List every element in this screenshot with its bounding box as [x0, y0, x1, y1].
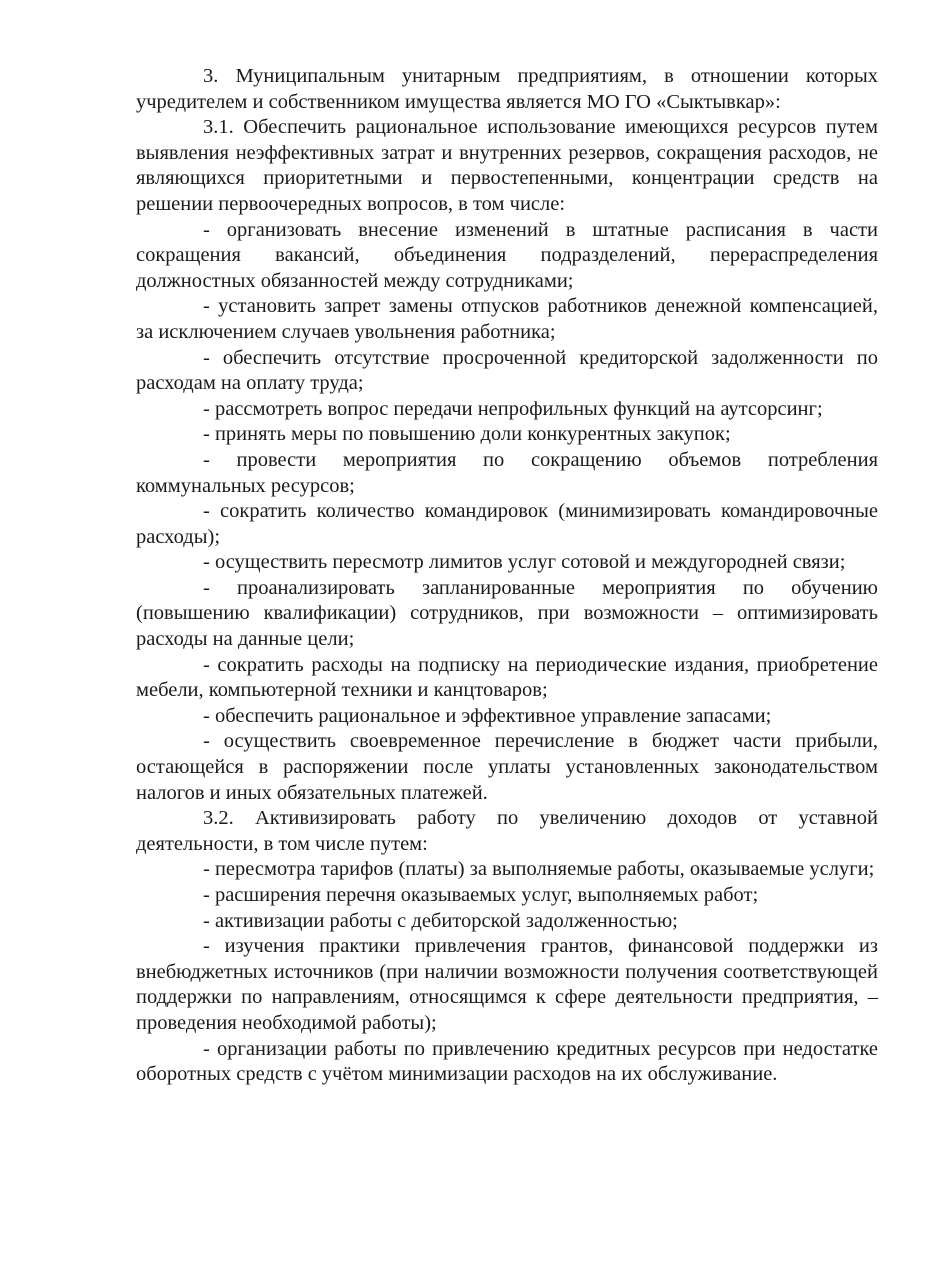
- list-item: - изучения практики привлечения грантов, финансовой поддержки из внебюджетных источников (при наличии возможности получения соответствующей поддержки по направлениям, относящимся к сфере деятельности предприятия, – проведения необходимой работы);: [136, 935, 878, 1034]
- list-item: - расширения перечня оказываемых услуг, выполняемых работ;: [203, 884, 759, 906]
- list-item: - организации работы по привлечению кредитных ресурсов при недостатке оборотных средств с учётом минимизации расходов на их обслуживание.: [136, 1037, 878, 1086]
- list-item: - осуществить своевременное перечисление в бюджет части прибыли, остающейся в распоряжении после уплаты установленных законодательством налогов и иных обязательных платежей.: [136, 730, 878, 804]
- list-item: - сократить расходы на подписку на периодические издания, приобретение мебели, компьютерной техники и канцтоваров;: [136, 653, 878, 702]
- list-item: - обеспечить рациональное и эффективное управление запасами;: [203, 704, 772, 727]
- list-item: - проанализировать запланированные мероприятия по обучению (повышению квалификации) сотрудников, при возможности – оптимизировать расходы на данные цели;: [136, 576, 878, 651]
- list-item: - рассмотреть вопрос передачи непрофильных функций на аутсорсинг;: [203, 397, 823, 420]
- paragraph-section-3-1: 3.1. Обеспечить рациональное использование имеющихся ресурсов путем выявления неэффективных затрат и внутренних резервов, сокращения расходов, не являющихся приоритетными и первостепенными, концентрации средств на решении первоочередных вопросов, в том числе:: [136, 116, 878, 215]
- list-item: - провести мероприятия по сокращению объемов потребления коммунальных ресурсов;: [136, 448, 878, 497]
- list-item: - принять меры по повышению доли конкурентных закупок;: [203, 423, 731, 446]
- list-item: - пересмотра тарифов (платы) за выполняемые работы, оказываемые услуги;: [203, 858, 875, 881]
- list-item: - обеспечить отсутствие просроченной кредиторской задолженности по расходам на оплату труда;: [136, 346, 878, 395]
- list-item: - активизации работы с дебиторской задолженностью;: [203, 909, 678, 932]
- list-item: - осуществить пересмотр лимитов услуг сотовой и междугородней связи;: [203, 551, 846, 574]
- paragraph-section-3-2: 3.2. Активизировать работу по увеличению доходов от уставной деятельности, в том числе путем:: [136, 807, 878, 855]
- document-body: [136, 64, 878, 1088]
- list-item: - установить запрет замены отпусков работников денежной компенсацией, за исключением случаев увольнения работника;: [136, 295, 878, 343]
- list-item: - организовать внесение изменений в штатные расписания в части сокращения вакансий, объединения подразделений, перераспределения должностных обязанностей между сотрудниками;: [136, 218, 878, 292]
- paragraph-section-3: 3. Муниципальным унитарным предприятиям, в отношении которых учредителем и собственником имущества является МО ГО «Сыктывкар»:: [136, 65, 878, 113]
- list-item: - сократить количество командировок (минимизировать командировочные расходы);: [136, 500, 878, 548]
